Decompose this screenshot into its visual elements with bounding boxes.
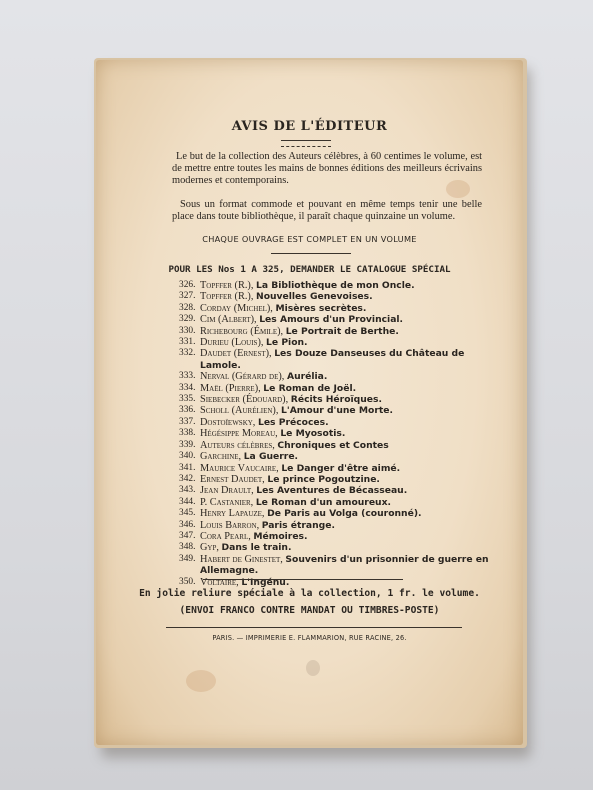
book-entry xyxy=(179,485,489,496)
book-entry xyxy=(179,348,489,371)
book-title: La Guerre. xyxy=(243,451,299,463)
book-author: Habert de Ginestet, xyxy=(200,553,283,565)
book-author: Topffer (R.), xyxy=(200,280,254,291)
book-entry xyxy=(179,291,489,302)
book-number: 339. xyxy=(179,439,196,450)
book-author: Auteurs célèbres, xyxy=(200,439,275,451)
book-author: Topffer (R.), xyxy=(200,291,254,303)
book-title: Mémoires. xyxy=(253,530,308,542)
book-entry xyxy=(179,371,489,382)
notice-title: AVIS DE L'ÉDITEUR xyxy=(231,119,388,134)
book-author: Cim (Albert), xyxy=(200,314,257,326)
book-author: Richebourg (Émile), xyxy=(200,325,284,337)
book-text xyxy=(200,337,489,348)
book-number: 348. xyxy=(179,542,196,553)
book-entry xyxy=(179,394,489,405)
book-author: Corday (Michel), xyxy=(200,302,273,314)
book-title: Les Aventures de Bécasseau. xyxy=(256,485,408,497)
book-title: Nouvelles Genevoises. xyxy=(256,291,373,303)
book-text xyxy=(200,451,489,462)
book-entry xyxy=(179,303,489,314)
book-title: Misères secrètes. xyxy=(275,302,367,314)
book-text xyxy=(200,371,489,382)
catalogue-heading: POUR LES Nos 1 A 325, DEMANDER LE CATALOGUE SPÉCIAL xyxy=(168,264,451,275)
book-title: Le Myosotis. xyxy=(280,428,346,440)
book-text xyxy=(200,291,489,302)
book-title: L'Ingénu. xyxy=(241,576,290,588)
complete-volume-notice: CHAQUE OUVRAGE EST COMPLET EN UN VOLUME xyxy=(202,234,417,244)
intro-paragraph-1: Le but de la collection des Auteurs célèbres, à 60 centimes le volume, est de mettre entre toutes les mains de bonnes éditions des meilleurs écrivains modernes et contemporains. xyxy=(172,151,482,186)
book-text xyxy=(200,508,489,519)
book-title: Les Douze Danseuses du Château de Lamole. xyxy=(200,348,465,371)
book-number: 326. xyxy=(179,280,196,290)
book-text xyxy=(200,394,489,405)
book-number: 329. xyxy=(179,314,196,325)
book-author: Nerval (Gérard de), xyxy=(200,371,285,383)
book-number: 332. xyxy=(179,348,196,359)
book-entry xyxy=(179,508,489,519)
book-number: 330. xyxy=(179,325,196,336)
book-entry xyxy=(179,280,489,291)
book-number: 327. xyxy=(179,291,196,302)
book-text xyxy=(200,428,489,439)
book-title: Dans le train. xyxy=(221,542,292,554)
book-text xyxy=(200,417,489,428)
book-number: 340. xyxy=(179,451,196,462)
book-author: Dostoïewsky, xyxy=(200,416,256,428)
book-text xyxy=(200,314,489,325)
book-text xyxy=(200,497,489,508)
divider xyxy=(166,627,462,628)
book-text xyxy=(200,542,489,553)
book-entry xyxy=(179,520,489,531)
book-entry xyxy=(179,531,489,542)
book-entry xyxy=(179,463,489,474)
book-number: 328. xyxy=(179,302,196,313)
book-author: Siebecker (Édouard), xyxy=(200,394,289,406)
book-text xyxy=(200,383,489,394)
book-text xyxy=(200,326,489,337)
book-title: Le Roman d'un amoureux. xyxy=(255,496,392,508)
book-title: Chroniques et Contes xyxy=(277,439,389,451)
book-author: Garchine, xyxy=(200,451,242,463)
book-author: Daudet (Ernest), xyxy=(200,348,272,360)
book-text xyxy=(200,463,489,474)
book-number: 337. xyxy=(179,416,196,427)
book-title: Paris étrange. xyxy=(261,519,335,531)
book-entry xyxy=(179,474,489,485)
book-entry xyxy=(179,554,489,577)
book-number: 336. xyxy=(179,405,196,416)
book-number: 331. xyxy=(179,337,196,348)
book-text xyxy=(200,348,489,371)
book-number: 342. xyxy=(179,473,196,484)
book-entry xyxy=(179,440,489,451)
book-text xyxy=(200,303,489,314)
book-entry xyxy=(179,497,489,508)
book-number: 343. xyxy=(179,485,196,496)
book-author: Scholl (Aurélien), xyxy=(200,405,279,417)
book-title: Le Roman de Joël. xyxy=(263,382,357,394)
shipping-notice: (ENVOI FRANCO CONTRE MANDAT OU TIMBRES-POSTE) xyxy=(179,605,440,616)
book-author: Voltaire, xyxy=(200,576,239,588)
book-author: Hégésippe Moreau, xyxy=(200,428,278,440)
book-title: Le Portrait de Berthe. xyxy=(285,325,399,337)
book-title: Les Précoces. xyxy=(257,416,329,428)
book-number: 335. xyxy=(179,394,196,405)
book-author: Maurice Vaucaire, xyxy=(200,462,279,474)
book-title: Les Amours d'un Provincial. xyxy=(259,314,404,326)
book-author: P. Castanier, xyxy=(200,496,254,508)
book-text xyxy=(200,440,489,451)
book-entry xyxy=(179,326,489,337)
book-title: Le Pion. xyxy=(266,337,308,349)
binding-offer: En jolie reliure spéciale à la collection, 1 fr. le volume. xyxy=(139,588,480,599)
book-number: 346. xyxy=(179,519,196,530)
book-number: 341. xyxy=(179,462,196,473)
book-author: Durieu (Louis), xyxy=(200,337,264,349)
book-number: 344. xyxy=(179,496,196,507)
book-title: Souvenirs d'un prisonnier de guerre en Allemagne. xyxy=(200,553,489,577)
book-author: Jean Drault, xyxy=(200,485,254,497)
printer-imprint: PARIS. — IMPRIMERIE E. FLAMMARION, RUE RACINE, 26. xyxy=(212,634,407,642)
title-ornament xyxy=(281,140,331,147)
book-text xyxy=(200,520,489,531)
book-entry xyxy=(179,417,489,428)
book-entry xyxy=(179,428,489,439)
book-text xyxy=(200,280,489,291)
book-list xyxy=(179,280,489,588)
book-number: 338. xyxy=(179,428,196,439)
book-number: 333. xyxy=(179,371,196,382)
divider xyxy=(271,253,351,254)
book-author: Maël (Pierre), xyxy=(200,382,261,394)
book-author: Cora Pearl, xyxy=(200,530,251,542)
book-author: Henry Lapauze, xyxy=(200,508,265,520)
book-number: 349. xyxy=(179,553,196,564)
book-number: 347. xyxy=(179,530,196,541)
book-entry xyxy=(179,451,489,462)
book-author: Gyp, xyxy=(200,542,219,554)
book-title: Le Danger d'être aimé. xyxy=(281,462,401,474)
divider xyxy=(203,579,403,580)
book-entry xyxy=(179,314,489,325)
book-text xyxy=(200,531,489,542)
book-back-cover xyxy=(96,60,523,745)
cover-content xyxy=(96,60,523,745)
book-entry xyxy=(179,405,489,416)
book-text xyxy=(200,485,489,496)
book-title: La Bibliothèque de mon Oncle. xyxy=(256,280,415,291)
book-text xyxy=(200,474,489,485)
book-number: 345. xyxy=(179,508,196,519)
book-title: Récits Héroïques. xyxy=(290,394,382,406)
book-title: Le prince Pogoutzine. xyxy=(267,473,380,485)
book-author: Louis Barron, xyxy=(200,519,260,531)
book-title: L'Amour d'une Morte. xyxy=(281,405,393,417)
book-entry xyxy=(179,542,489,553)
book-text xyxy=(200,405,489,416)
book-entry xyxy=(179,337,489,348)
book-text xyxy=(200,554,489,577)
book-title: Aurélia. xyxy=(286,371,328,383)
book-title: De Paris au Volga (couronné). xyxy=(267,508,422,520)
intro-paragraph-2: Sous un format commode et pouvant en même temps tenir une belle place dans toute bibliothèque, il paraît chaque quinzaine un volume. xyxy=(172,199,482,222)
book-number: 334. xyxy=(179,382,196,393)
book-entry xyxy=(179,383,489,394)
book-number: 350. xyxy=(179,576,196,587)
book-author: Ernest Daudet, xyxy=(200,473,265,485)
